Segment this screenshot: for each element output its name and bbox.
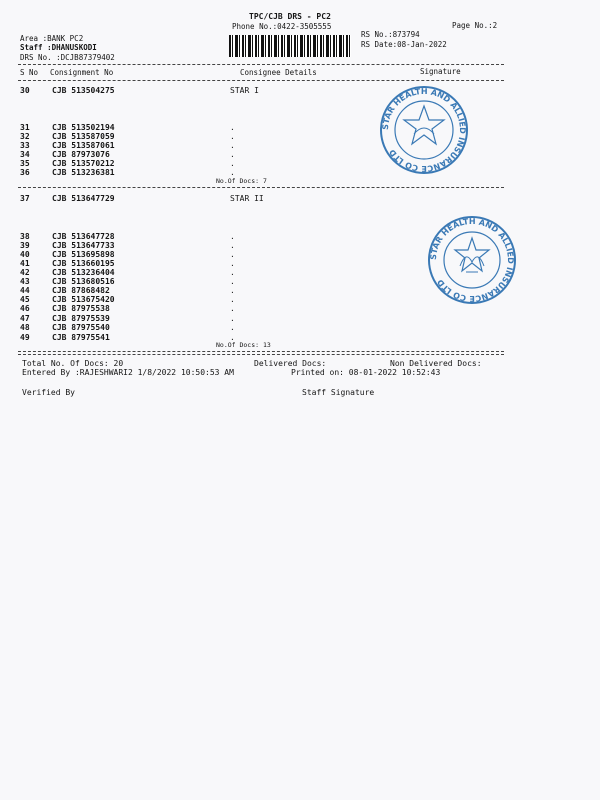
consignee-mark: . (230, 286, 235, 295)
column-rule (18, 80, 504, 81)
sno-cell: 41 (20, 259, 30, 268)
sno-cell: 40 (20, 250, 30, 259)
svg-text:STAR HEALTH AND ALLIED INSURAN: STAR HEALTH AND ALLIED INSURANCE CO LTD (428, 216, 516, 304)
entered-by: Entered By :RAJESHWARI2 1/8/2022 10:50:53 AM (22, 368, 234, 377)
consignee-mark: . (230, 159, 235, 168)
consignment-cell: CJB 513647733 (52, 241, 115, 250)
group-doc-count: No.Of Docs: 13 (216, 341, 271, 349)
consignment-cell: CJB 513587059 (52, 132, 115, 141)
consignment-cell: CJB 513647728 (52, 232, 115, 241)
consignment-cell: CJB 513647729 (52, 194, 115, 203)
consignment-cell: CJB 87973076 (52, 150, 110, 159)
consignment-cell: CJB 87975539 (52, 314, 110, 323)
consignee-mark: . (230, 314, 235, 323)
consignee-mark: . (230, 168, 235, 177)
consignee-cell: STAR II (230, 194, 264, 203)
svg-text:STAR HEALTH AND ALLIED INSURAN: STAR HEALTH AND ALLIED INSURANCE CO LTD (380, 86, 468, 174)
sno-cell: 45 (20, 295, 30, 304)
sno-cell: 38 (20, 232, 30, 241)
sno-cell: 43 (20, 277, 30, 286)
rs-date: RS Date:08-Jan-2022 (361, 40, 447, 49)
consignment-cell: CJB 513660195 (52, 259, 115, 268)
consignee-mark: . (230, 268, 235, 277)
area-label: Area :BANK PC2 (20, 34, 84, 43)
consignee-mark: . (230, 250, 235, 259)
consignment-cell: CJB 87975538 (52, 304, 110, 313)
group-rule (18, 351, 504, 352)
consignment-cell: CJB 87868482 (52, 286, 110, 295)
header-rule (18, 64, 504, 65)
consignee-cell: STAR I (230, 86, 259, 95)
sno-cell: 48 (20, 323, 30, 332)
consignee-mark: . (230, 333, 235, 342)
company-stamp (426, 214, 518, 306)
sno-cell: 36 (20, 168, 30, 177)
consignee-mark: . (230, 304, 235, 313)
sno-cell: 47 (20, 314, 30, 323)
col-consignment: Consignment No (50, 68, 114, 77)
consignment-cell: CJB 513236404 (52, 268, 115, 277)
consignee-mark: . (230, 141, 235, 150)
consignment-cell: CJB 513570212 (52, 159, 115, 168)
verified-by: Verified By (22, 388, 75, 397)
rs-number: RS No.:873794 (361, 30, 420, 39)
sno-cell: 39 (20, 241, 30, 250)
printed-on: Printed on: 08-01-2022 10:52:43 (291, 368, 441, 377)
consignee-mark: . (230, 259, 235, 268)
sno-cell: 37 (20, 194, 30, 203)
consignment-cell: CJB 513695898 (52, 250, 115, 259)
staff-label: Staff :DHANUSKODI (20, 43, 97, 52)
sno-cell: 49 (20, 333, 30, 342)
consignee-mark: . (230, 277, 235, 286)
non-delivered-docs: Non Delivered Docs: (390, 359, 482, 368)
sno-cell: 44 (20, 286, 30, 295)
consignee-mark: . (230, 132, 235, 141)
consignment-cell: CJB 513504275 (52, 86, 115, 95)
consignee-mark: . (230, 295, 235, 304)
phone-number: Phone No.:0422-3505555 (232, 22, 332, 31)
col-signature: Signature (420, 67, 461, 76)
consignee-mark: . (230, 241, 235, 250)
consignee-mark: . (230, 232, 235, 241)
group-rule (18, 187, 504, 188)
barcode (229, 35, 351, 57)
page-number: Page No.:2 (452, 21, 498, 30)
consignee-mark: . (230, 123, 235, 132)
consignment-cell: CJB 513587061 (52, 141, 115, 150)
group-doc-count: No.Of Docs: 7 (216, 177, 267, 185)
consignment-cell: CJB 513502194 (52, 123, 115, 132)
consignment-cell: CJB 513675420 (52, 295, 115, 304)
company-stamp (378, 84, 470, 176)
sno-cell: 34 (20, 150, 30, 159)
document-title: TPC/CJB DRS - PC2 (249, 12, 331, 21)
consignee-mark: . (230, 323, 235, 332)
sno-cell: 31 (20, 123, 30, 132)
sno-cell: 32 (20, 132, 30, 141)
col-consignee: Consignee Details (240, 68, 317, 77)
delivered-docs: Delivered Docs: (254, 359, 327, 368)
consignment-cell: CJB 513680516 (52, 277, 115, 286)
sno-cell: 35 (20, 159, 30, 168)
sno-cell: 46 (20, 304, 30, 313)
consignment-cell: CJB 87975540 (52, 323, 110, 332)
staff-signature: Staff Signature (302, 388, 375, 397)
consignment-cell: CJB 513236381 (52, 168, 115, 177)
consignment-cell: CJB 87975541 (52, 333, 110, 342)
consignee-mark: . (230, 150, 235, 159)
sno-cell: 42 (20, 268, 30, 277)
group-rule-double (18, 354, 504, 355)
sno-cell: 33 (20, 141, 30, 150)
drs-number: DRS No. :DCJB87379402 (20, 53, 115, 62)
sno-cell: 30 (20, 86, 30, 95)
total-docs: Total No. Of Docs: 20 (22, 359, 124, 368)
col-sno: S No (20, 68, 39, 77)
